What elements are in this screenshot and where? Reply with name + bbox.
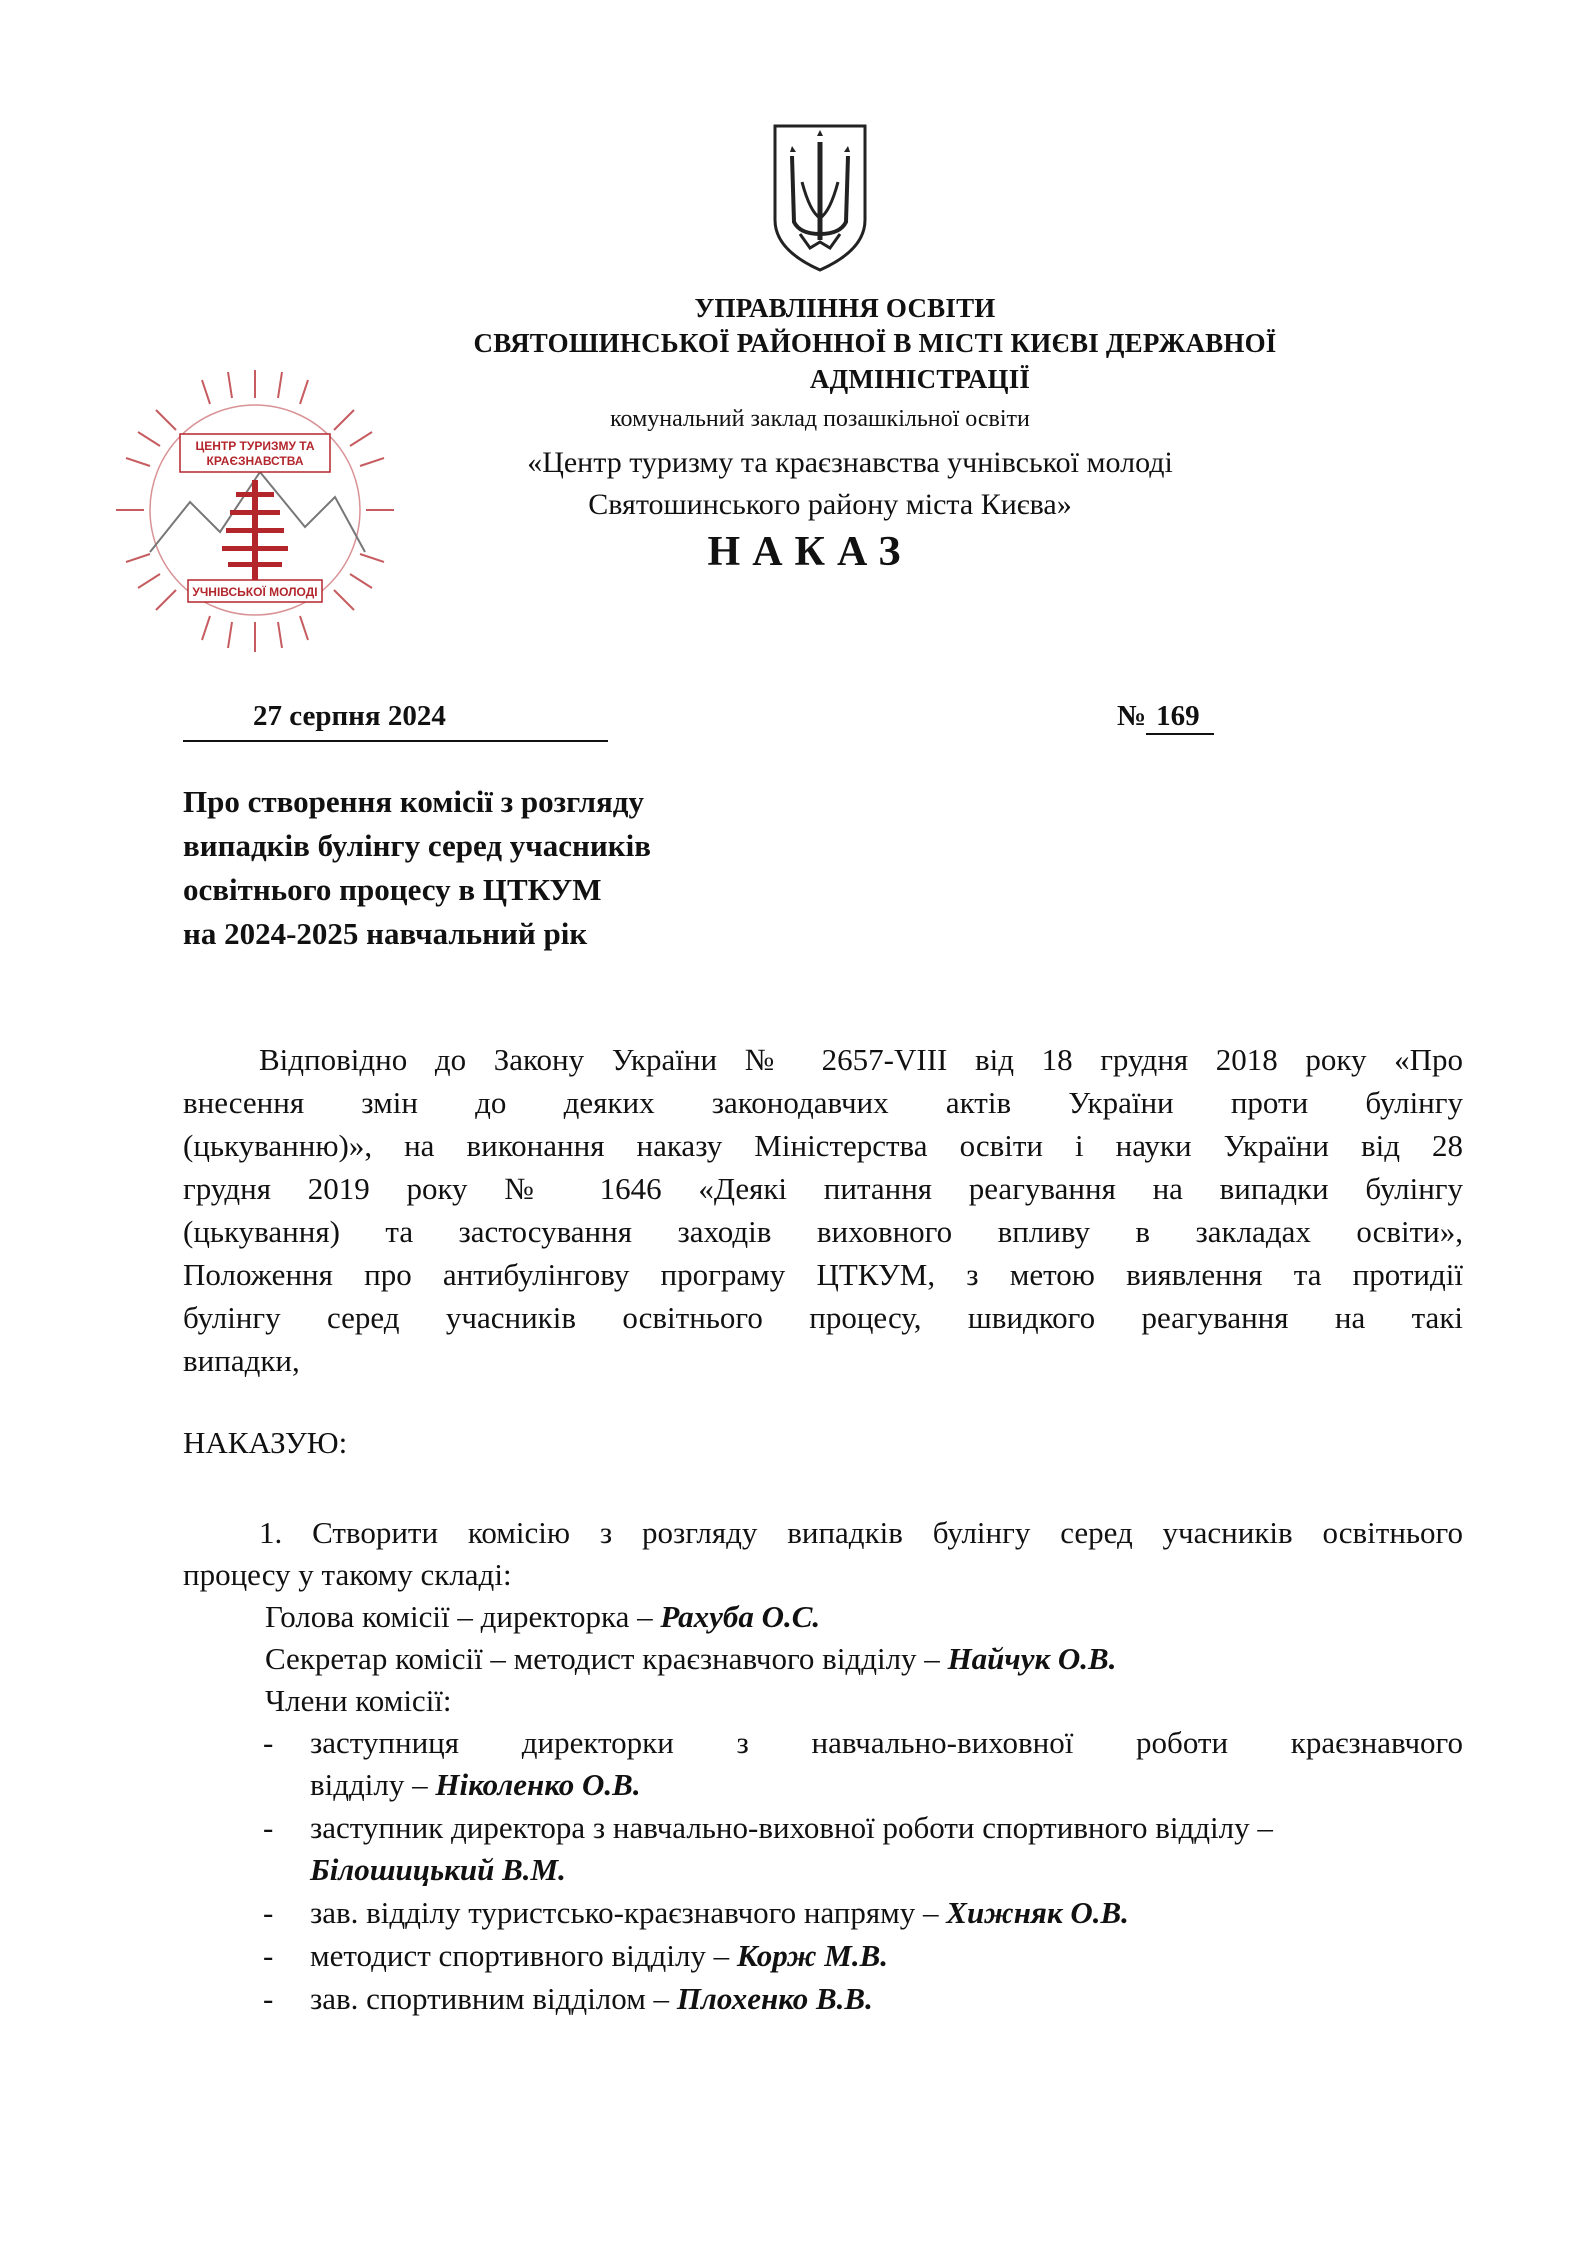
- member-position: зав. відділу туристсько-краєзнавчого напряму –: [310, 1895, 947, 1930]
- member-position: заступник директора з навчально-виховної роботи спортивного відділу –: [310, 1810, 1273, 1845]
- member-position-cont: відділу –: [310, 1767, 436, 1802]
- preamble-line: випадки,: [183, 1343, 300, 1378]
- preamble-line: булінгу серед учасників освітнього процесу, швидкого реагування на такі: [183, 1300, 1463, 1335]
- order-number-label: №: [1117, 700, 1147, 732]
- member-position: методист спортивного відділу –: [310, 1938, 737, 1973]
- preamble-line: Положення про антибулінгову програму ЦТКУМ, з метою виявлення та протидії: [183, 1257, 1463, 1292]
- coat-of-arms-icon: [770, 122, 870, 274]
- institution-logo: [110, 362, 400, 658]
- member-item: [183, 1722, 1463, 1806]
- member-position: заступниця директорки з навчально-виховної роботи краєзнавчого: [310, 1725, 1463, 1760]
- member-item: [183, 1892, 1463, 1934]
- member-name: Ніколенко О.В.: [435, 1767, 641, 1802]
- member-item: [183, 1807, 1463, 1891]
- order-number: 169: [1146, 700, 1214, 735]
- list-dash: -: [263, 1981, 274, 2016]
- members-label: Члени комісії:: [265, 1683, 452, 1718]
- secretary-row: [265, 1638, 1465, 1680]
- header-line-4: комунальний заклад позашкільної освіти: [610, 406, 1030, 432]
- secretary-role: Секретар комісії – методист краєзнавчого відділу –: [265, 1641, 948, 1676]
- item-line: 1. Створити комісію з розгляду випадків булінгу серед учасників освітнього: [259, 1515, 1463, 1550]
- preamble-line: (цькуванню)», на виконання наказу Міністерства освіти і науки України від 28: [183, 1128, 1463, 1163]
- member-name: Хижняк О.В.: [946, 1895, 1129, 1930]
- order-subject: [183, 780, 883, 956]
- subject-line: Про створення комісії з розгляду: [183, 784, 644, 819]
- header-line-6: Святошинського району міста Києва»: [588, 488, 1072, 521]
- list-dash: -: [263, 1810, 274, 1845]
- preamble-line: внесення змін до деяких законодавчих актів України проти булінгу: [183, 1085, 1463, 1120]
- svg-text:УЧНІВСЬКОЇ МОЛОДІ: УЧНІВСЬКОЇ МОЛОДІ: [192, 585, 318, 599]
- order-item-1: [183, 1512, 1463, 1596]
- order-directive: НАКАЗУЮ:: [183, 1425, 348, 1460]
- member-name: Плохенко В.В.: [676, 1981, 873, 2016]
- list-dash: -: [263, 1938, 274, 1973]
- secretary-name: Найчук О.В.: [947, 1641, 1117, 1676]
- member-item: [183, 1978, 1463, 2020]
- header-line-2: СВЯТОШИНСЬКОЇ РАЙОННОЇ В МІСТІ КИЄВІ ДЕРЖАВНОЇ: [473, 328, 1277, 358]
- chair-role: Голова комісії – директорка –: [265, 1599, 661, 1634]
- chair-row: [265, 1596, 1465, 1638]
- member-name: Білошицький В.М.: [310, 1852, 566, 1887]
- header-line-5: «Центр туризму та краєзнавства учнівської молоді: [527, 446, 1173, 479]
- preamble-line: (цькування) та застосування заходів виховного впливу в закладах освіти»,: [183, 1214, 1463, 1249]
- member-name: Корж М.В.: [736, 1938, 889, 1973]
- preamble-line: грудня 2019 року № 1646 «Деякі питання реагування на випадки булінгу: [183, 1171, 1463, 1206]
- order-date-field: [183, 700, 608, 742]
- members-list: [183, 1722, 1463, 2021]
- header-line-1: УПРАВЛІННЯ ОСВІТИ: [694, 293, 996, 323]
- member-position: зав. спортивним відділом –: [310, 1981, 677, 2016]
- item-line: процесу у такому складі:: [183, 1557, 512, 1592]
- list-dash: -: [263, 1725, 274, 1760]
- commission-roles: [265, 1596, 1465, 1722]
- preamble-paragraph: [183, 1038, 1463, 1382]
- list-dash: -: [263, 1895, 274, 1930]
- document-type-title: НАКАЗ: [707, 529, 913, 575]
- chair-name: Рахуба О.С.: [660, 1599, 821, 1634]
- subject-line: випадків булінгу серед учасників: [183, 828, 651, 863]
- subject-line: освітнього процесу в ЦТКУМ: [183, 872, 602, 907]
- svg-text:КРАЄЗНАВСТВА: КРАЄЗНАВСТВА: [206, 454, 304, 468]
- header-line-3: АДМІНІСТРАЦІЇ: [809, 364, 1031, 394]
- preamble-line: Відповідно до Закону України № 2657-VIII від 18 грудня 2018 року «Про: [259, 1042, 1463, 1077]
- svg-text:ЦЕНТР ТУРИЗМУ ТА: ЦЕНТР ТУРИЗМУ ТА: [195, 439, 315, 453]
- member-item: [183, 1935, 1463, 1977]
- order-date: 27 серпня 2024: [253, 700, 446, 732]
- order-number-field: [1117, 700, 1214, 740]
- subject-line: на 2024-2025 навчальний рік: [183, 916, 588, 951]
